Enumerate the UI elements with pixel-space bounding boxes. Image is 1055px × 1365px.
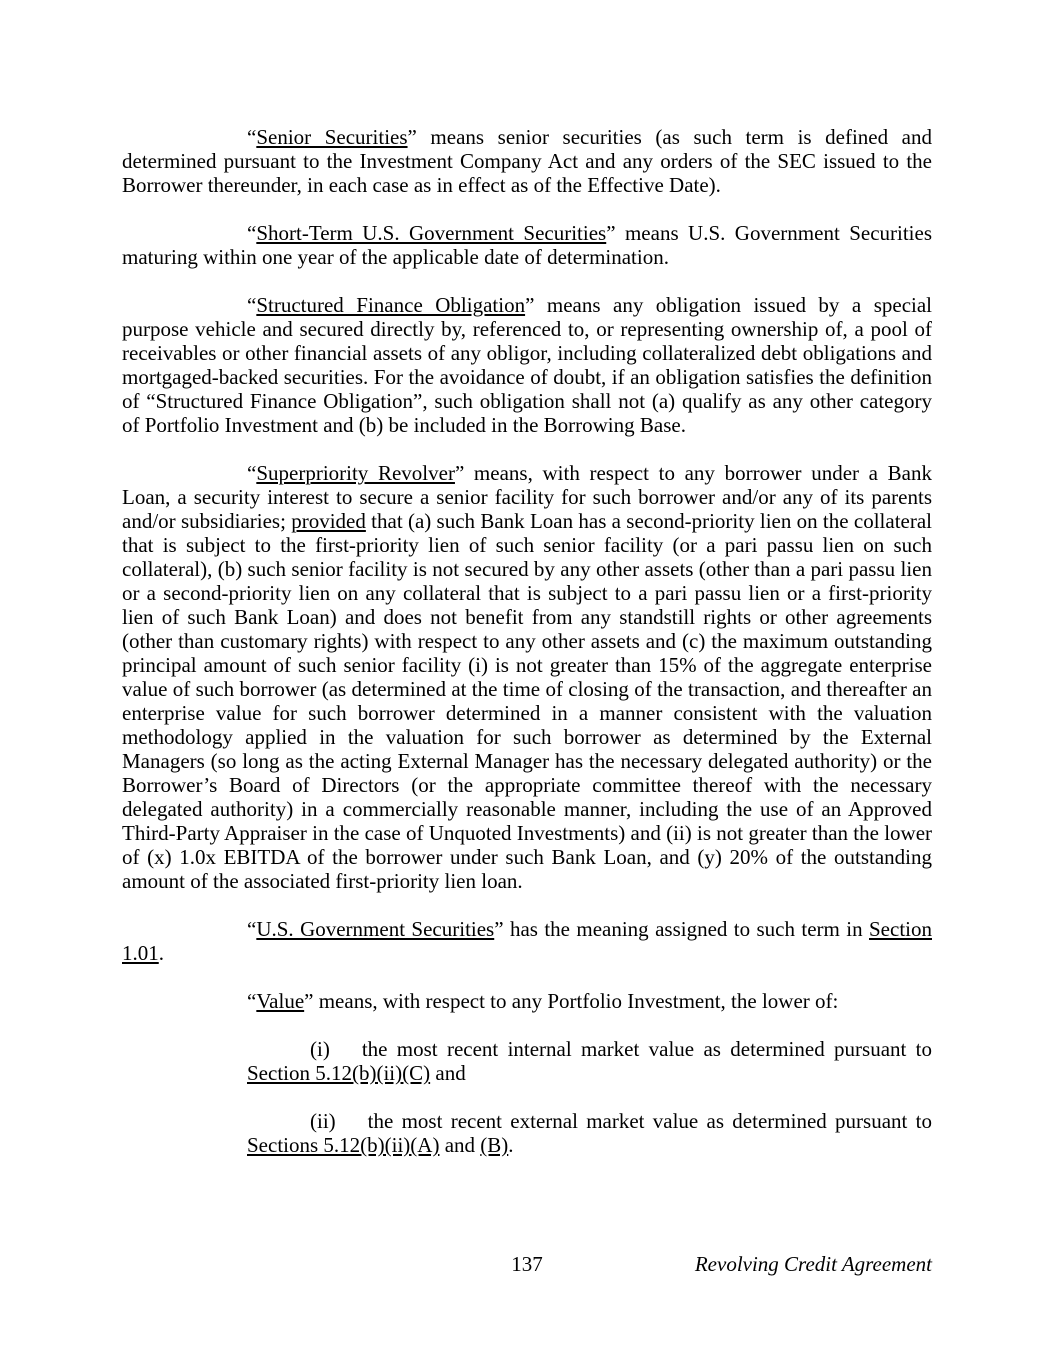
defined-term: (B) bbox=[480, 1133, 509, 1157]
paragraph-text: ” means senior securities (as such term is defined and determined pursuant to the Investment Company Act and any orders of the SEC issued to the Borrower thereunder, in each case as in effect as of the Effective Date). bbox=[122, 125, 933, 197]
paragraph-text: and bbox=[439, 1133, 481, 1157]
page-number: 137 bbox=[511, 1252, 543, 1276]
defined-term: Value bbox=[256, 989, 305, 1013]
paragraph-text: and bbox=[430, 1061, 466, 1085]
sub-clause-paragraph bbox=[247, 1109, 932, 1157]
paragraph-text: “ bbox=[247, 461, 257, 485]
paragraph-text: “ bbox=[247, 293, 257, 317]
defined-term: provided bbox=[291, 509, 366, 533]
paragraph-text: “ bbox=[247, 917, 257, 941]
definition-paragraph bbox=[122, 293, 932, 437]
paragraph-text: “ bbox=[247, 221, 257, 245]
defined-term: Structured Finance Obligation bbox=[256, 293, 526, 317]
defined-term: Section 1.01 bbox=[122, 917, 932, 965]
paragraph-text: the most recent external market value as determined pursuant to bbox=[367, 1109, 932, 1133]
definition-paragraph bbox=[122, 221, 932, 269]
document-body bbox=[122, 125, 932, 1181]
defined-term: Sections 5.12(b)(ii)(A) bbox=[247, 1133, 440, 1157]
definition-paragraph bbox=[122, 989, 932, 1013]
paragraph-text: ” means U.S. Government Securities maturing within one year of the applicable date of determination. bbox=[122, 221, 933, 269]
definition-paragraph bbox=[122, 125, 932, 197]
paragraph-text: . bbox=[508, 1133, 514, 1157]
paragraph-text: ” means, with respect to any Portfolio Investment, the lower of: bbox=[304, 989, 839, 1013]
clause-marker: (i) bbox=[310, 1037, 330, 1061]
clause-marker: (ii) bbox=[310, 1109, 336, 1133]
page-footer bbox=[122, 1252, 932, 1278]
defined-term: U.S. Government Securities bbox=[256, 917, 495, 941]
defined-term: Section 5.12(b)(ii)(C) bbox=[247, 1061, 431, 1085]
definition-paragraph bbox=[122, 917, 932, 965]
paragraph-text: “ bbox=[247, 125, 257, 149]
defined-term: Short-Term U.S. Government Securities bbox=[256, 221, 607, 245]
sub-clause-paragraph bbox=[247, 1037, 932, 1085]
defined-term: Senior Securities bbox=[256, 125, 408, 149]
footer-document-title: Revolving Credit Agreement bbox=[694, 1252, 932, 1276]
paragraph-text: “ bbox=[247, 989, 257, 1013]
paragraph-text: that (a) such Bank Loan has a second-priority lien on the collateral that is subject to the first-priority lien of such senior facility (or a pari passu lien on such collateral), (b) such senior facility is not secured by any other assets (other than a pari passu lien or a second-priority lien on any collateral that is subject to a pari passu lien or a first-priority lien of such Bank Loan) and does not benefit from any standstill rights or other agreements (other than customary rights) with respect to any other assets and (c) the maximum outstanding principal amount of such senior facility (i) is not greater than 15% of the aggregate enterprise value of such borrower (as determined at the time of closing of the transaction, and thereafter an enterprise value for such borrower determined in a manner consistent with the valuation methodology applied in the valuation for such borrower as determined by the External Managers (so long as the acting External Manager has the necessary delegated authority) or the Borrower’s Board of Directors (or the appropriate committee thereof with the necessary delegated authority) in a commercially reasonable manner, including the use of an Approved Third-Party Appraiser in the case of Unquoted Investments) and (ii) is not greater than the lower of (x) 1.0x EBITDA of the borrower under such Bank Loan, and (y) 20% of the outstanding amount of the associated first-priority lien loan. bbox=[122, 509, 933, 893]
paragraph-text: ” has the meaning assigned to such term in bbox=[494, 917, 869, 941]
defined-term: Superpriority Revolver bbox=[256, 461, 455, 485]
paragraph-text: ” means any obligation issued by a special purpose vehicle and secured directly by, referenced to, or representing ownership of, a pool of receivables or other financial assets of any obligor, including collateralized debt obligations and mortgaged-backed securities. For the avoidance of doubt, if an obligation satisfies the definition of “Structured Finance Obligation”, such obligation shall not (a) qualify as any other category of Portfolio Investment and (b) be included in the Borrowing Base. bbox=[122, 293, 933, 437]
paragraph-text: . bbox=[158, 941, 164, 965]
paragraph-text: the most recent internal market value as determined pursuant to bbox=[361, 1037, 932, 1061]
paragraph-text: ” means, with respect to any borrower under a Bank Loan, a security interest to secure a senior facility for such borrower and/or any of its parents and/or subsidiaries; bbox=[122, 461, 932, 533]
definition-paragraph bbox=[122, 461, 932, 893]
